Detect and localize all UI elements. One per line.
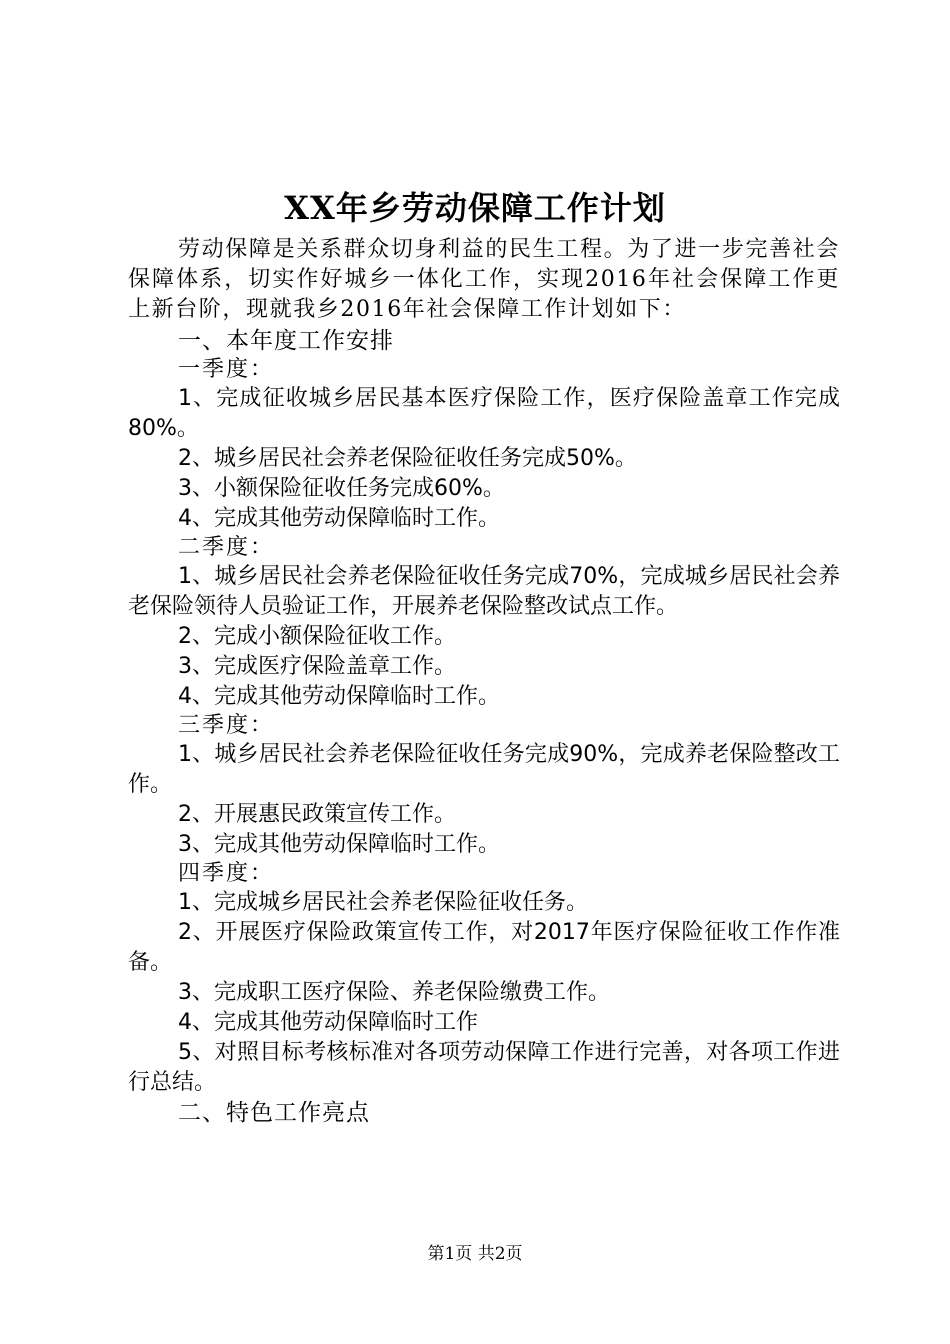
q1-item-4: 4、完成其他劳动保障临时工作。 bbox=[178, 506, 500, 531]
section-heading-work-arrangement: 一、本年度工作安排 bbox=[178, 328, 394, 354]
q4-item-5: 5、对照目标考核标准对各项劳动保障工作进行完善，对各项工作进行总结。 bbox=[128, 1040, 840, 1095]
q1-item-1: 1、完成征收城乡居民基本医疗保险工作，医疗保险盖章工作完成80%。 bbox=[128, 386, 840, 441]
q4-item-3: 3、完成职工医疗保险、养老保险缴费工作。 bbox=[178, 980, 610, 1005]
document-body bbox=[128, 235, 840, 1128]
q2-item-1: 1、城乡居民社会养老保险征收任务完成70%，完成城乡居民社会养老保险领待人员验证工作，开展养老保险整改试点工作。 bbox=[128, 564, 840, 619]
q3-label: 三季度： bbox=[178, 713, 275, 738]
section-heading-highlights: 二、特色工作亮点 bbox=[178, 1100, 370, 1126]
q3-item-2: 2、开展惠民政策宣传工作。 bbox=[178, 802, 456, 827]
q1-label: 一季度： bbox=[178, 357, 275, 382]
q4-item-4: 4、完成其他劳动保障临时工作 bbox=[178, 1010, 478, 1035]
q4-item-1: 1、完成城乡居民社会养老保险征收任务。 bbox=[178, 890, 588, 915]
q4-item-2: 2、开展医疗保险政策宣传工作，对2017年医疗保险征收工作作准备。 bbox=[128, 920, 840, 975]
document-title: XX年乡劳动保障工作计划 bbox=[284, 189, 666, 227]
q1-item-3: 3、小额保险征收任务完成60%。 bbox=[178, 476, 505, 501]
q1-item-2: 2、城乡居民社会养老保险征收任务完成50%。 bbox=[178, 446, 637, 471]
page-number-footer: 第1页 共2页 bbox=[427, 1244, 523, 1264]
q2-item-3: 3、完成医疗保险盖章工作。 bbox=[178, 654, 456, 679]
q2-item-4: 4、完成其他劳动保障临时工作。 bbox=[178, 684, 500, 709]
intro-paragraph: 劳动保障是关系群众切身利益的民生工程。为了进一步完善社会保障体系，切实作好城乡一体化工作，实现2016年社会保障工作更上新台阶，现就我乡2016年社会保障工作计划如下： bbox=[128, 237, 840, 322]
q2-label: 二季度： bbox=[178, 535, 275, 560]
q2-item-2: 2、完成小额保险征收工作。 bbox=[178, 624, 456, 649]
q3-item-1: 1、城乡居民社会养老保险征收任务完成90%，完成养老保险整改工作。 bbox=[128, 742, 840, 797]
q4-label: 四季度： bbox=[178, 861, 275, 886]
q3-item-3: 3、完成其他劳动保障临时工作。 bbox=[178, 832, 500, 857]
